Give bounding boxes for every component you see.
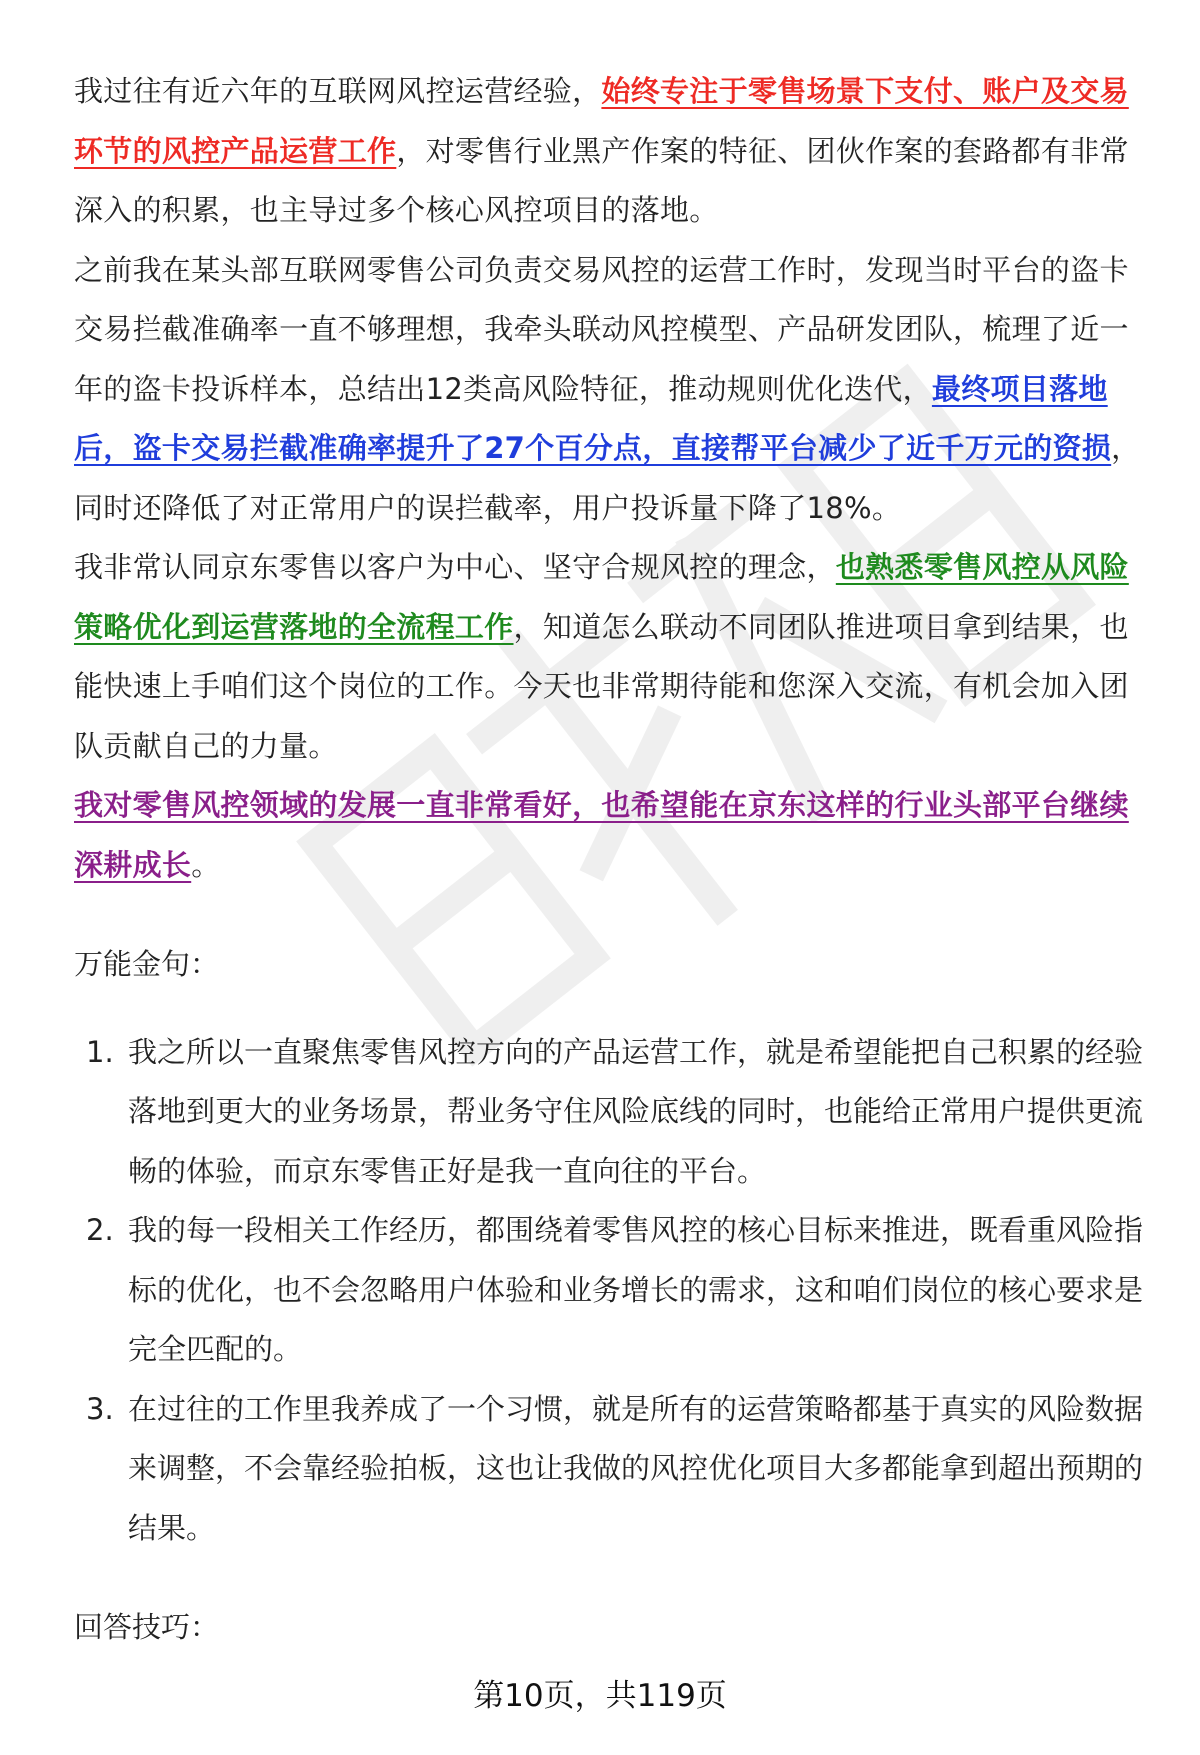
list-item: [74, 1380, 1146, 1559]
paragraph-text: ，知道怎么联动不同团队推进项目拿到结果，也能快速上手咱们这个岗位的工作。今天也非常期待能和您深入交流，有机会加入团队贡献自己的力量。: [74, 609, 1129, 763]
highlight-green: 也熟悉零售风控从风险策略优化到运营落地的全流程工作: [74, 550, 1129, 644]
paragraph-text: ，同时还降低了对正常用户的误拦截率，用户投诉量下降了18%。: [74, 431, 1141, 525]
document-body: [74, 62, 1146, 1658]
paragraph-text: 。: [191, 847, 221, 882]
section-title-tips: 回答技巧：: [74, 1610, 220, 1644]
list-item: [74, 1023, 1146, 1202]
paragraph-closing: [74, 776, 1146, 895]
paragraph-text: 我过往有近六年的互联网风控运营经验，: [74, 74, 602, 108]
paragraph-text: 之前我在某头部互联网零售公司负责交易风控的运营工作时，发现当时平台的盗卡交易拦截准确率一直不够理想，我牵头联动风控模型、产品研发团队，梳理了近一年的盗卡投诉样本，总结出12类高风险特征，推动规则优化迭代，: [74, 252, 1129, 406]
paragraph-experience: [74, 62, 1146, 241]
spacer: [74, 1558, 1146, 1598]
section-title-golden-quotes: 万能金句：: [74, 947, 220, 981]
paragraph-project: [74, 241, 1146, 539]
paragraph-motivation: [74, 538, 1146, 776]
list-number: 1.: [86, 1034, 114, 1069]
highlight-purple: 我对零售风控领域的发展一直非常看好，也希望能在京东这样的行业头部平台继续深耕成长: [74, 788, 1129, 882]
paragraph-text: ，对零售行业黑产作案的特征、团伙作案的套路都有非常深入的积累，也主导过多个核心风控项目的落地。: [74, 133, 1129, 227]
list-item-text: 我的每一段相关工作经历，都围绕着零售风控的核心目标来推进，既看重风险指标的优化，也不会忽略用户体验和业务增长的需求，这和咱们岗位的核心要求是完全匹配的。: [128, 1213, 1144, 1366]
highlight-blue: 最终项目落地后，盗卡交易拦截准确率提升了27个百分点，直接帮平台减少了近千万元的资损: [74, 371, 1112, 465]
list-item-text: 在过往的工作里我养成了一个习惯，就是所有的运营策略都基于真实的风险数据来调整，不会靠经验拍板，这也让我做的风控优化项目大多都能拿到超出预期的结果。: [128, 1391, 1144, 1545]
spacer: [74, 895, 1146, 935]
highlight-red: 始终专注于零售场景下支付、账户及交易环节的风控产品运营工作: [74, 74, 1129, 168]
spacer: [74, 995, 1146, 1023]
list-item: [74, 1201, 1146, 1380]
page-footer: 第10页，共119页: [473, 1678, 727, 1714]
list-number: 2.: [86, 1213, 114, 1247]
paragraph-text: 我非常认同京东零售以客户为中心、坚守合规风控的理念，: [74, 550, 836, 584]
golden-quotes-list: [74, 1023, 1146, 1559]
list-item-text: 我之所以一直聚焦零售风控方向的产品运营工作，就是希望能把自己积累的经验落地到更大的业务场景，帮业务守住风险底线的同时，也能给正常用户提供更流畅的体验，而京东零售正好是我一直向往的平台。: [128, 1034, 1144, 1188]
list-number: 3.: [86, 1391, 114, 1426]
